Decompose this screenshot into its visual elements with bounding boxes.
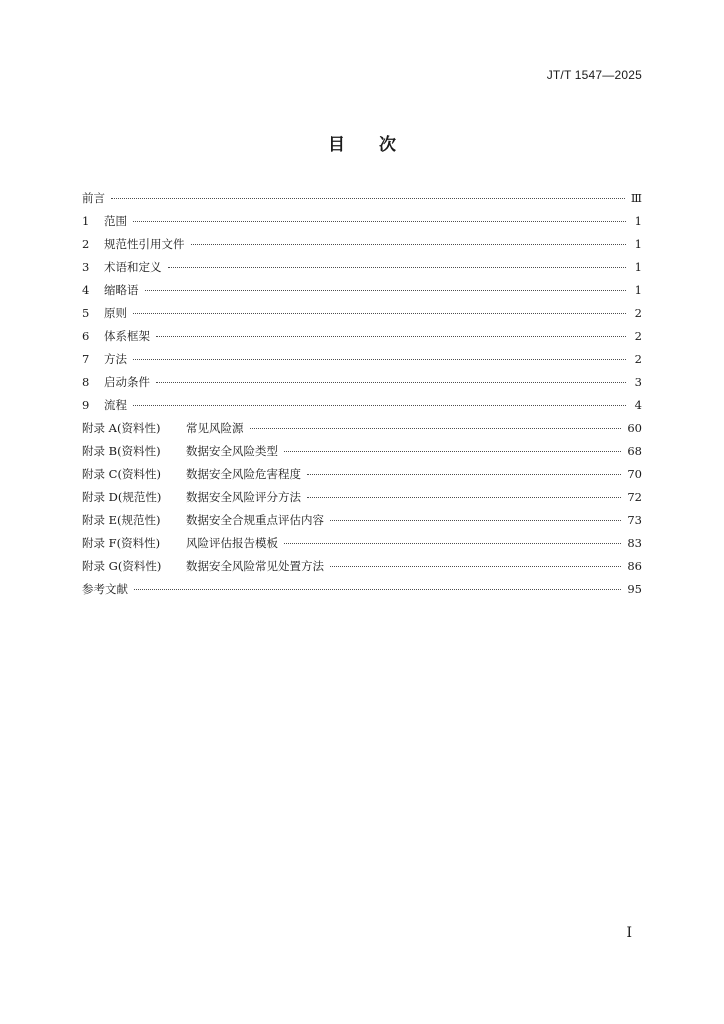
- toc-entry-annex-prefix: 附录 F(资料性): [82, 536, 161, 550]
- toc-entry-label: 前言: [82, 191, 105, 205]
- toc-entry-page: 86: [627, 559, 642, 573]
- dot-leader: [284, 543, 621, 544]
- toc-entry[interactable]: [82, 279, 642, 302]
- toc-entry-page: 1: [634, 237, 642, 251]
- toc-entry[interactable]: [82, 509, 642, 532]
- toc-entry-page: 73: [627, 513, 642, 527]
- dot-leader: [156, 382, 626, 383]
- toc-entry-label: 缩略语: [104, 283, 139, 297]
- toc-entry[interactable]: [82, 348, 642, 371]
- toc-entry[interactable]: [82, 532, 642, 555]
- toc-entry-label: 流程: [104, 398, 127, 412]
- dot-leader: [133, 221, 626, 222]
- toc-entry[interactable]: [82, 486, 642, 509]
- toc-entry[interactable]: [82, 440, 642, 463]
- dot-leader: [133, 313, 626, 314]
- toc-entry-label: 术语和定义: [104, 260, 162, 274]
- toc-entry-page: 83: [627, 536, 642, 550]
- toc-entry-number: 1: [82, 214, 90, 228]
- dot-leader: [284, 451, 621, 452]
- dot-leader: [168, 267, 627, 268]
- toc-entry[interactable]: [82, 325, 642, 348]
- toc-entry[interactable]: [82, 578, 642, 601]
- toc-entry-annex-prefix: 附录 C(资料性): [82, 467, 161, 481]
- toc-entry-number: 4: [82, 283, 90, 297]
- toc-entry-label: 体系框架: [104, 329, 150, 343]
- toc-entry-label: 参考文献: [82, 582, 128, 596]
- toc-entry-label: 数据安全风险常见处置方法: [186, 559, 324, 573]
- toc-entry-page: 60: [627, 421, 642, 435]
- toc-entry-page: 4: [634, 398, 642, 412]
- dot-leader: [330, 520, 621, 521]
- standard-code: JT/T 1547—2025: [546, 68, 642, 82]
- toc-entry[interactable]: [82, 256, 642, 279]
- toc-entry-label: 常见风险源: [186, 421, 244, 435]
- toc-entry-page: 1: [634, 214, 642, 228]
- dot-leader: [250, 428, 622, 429]
- page-title: 目次: [328, 135, 430, 155]
- dot-leader: [307, 497, 621, 498]
- toc-entry-annex-prefix: 附录 G(资料性): [82, 559, 162, 573]
- toc-entry-annex-prefix: 附录 B(资料性): [82, 444, 161, 458]
- toc-entry-page: 2: [634, 352, 642, 366]
- dot-leader: [191, 244, 627, 245]
- toc-entry-number: 3: [82, 260, 90, 274]
- toc-entry-page: 68: [627, 444, 642, 458]
- toc-entry[interactable]: [82, 233, 642, 256]
- toc-entry-number: 2: [82, 237, 90, 251]
- toc-entry-page: 2: [634, 306, 642, 320]
- page-number: Ⅰ: [626, 925, 632, 941]
- toc-entry-label: 数据安全合规重点评估内容: [186, 513, 324, 527]
- dot-leader: [111, 198, 625, 199]
- toc-entry[interactable]: [82, 555, 642, 578]
- toc-entry-page: 70: [627, 467, 642, 481]
- toc-entry-annex-prefix: 附录 A(资料性): [82, 421, 161, 435]
- dot-leader: [330, 566, 621, 567]
- toc-entry-annex-prefix: 附录 D(规范性): [82, 490, 162, 504]
- toc-entry-label: 规范性引用文件: [104, 237, 185, 251]
- toc-entry[interactable]: [82, 463, 642, 486]
- toc-entry-page: 95: [627, 582, 642, 596]
- toc-entry-number: 8: [82, 375, 90, 389]
- toc-entry-label: 启动条件: [104, 375, 150, 389]
- toc-entry-page: 1: [634, 283, 642, 297]
- toc-entry-label: 数据安全风险类型: [186, 444, 278, 458]
- toc-entry-page: Ⅲ: [630, 191, 642, 205]
- toc-entry-page: 2: [634, 329, 642, 343]
- toc-entry[interactable]: [82, 417, 642, 440]
- toc-entry-label: 范围: [104, 214, 127, 228]
- dot-leader: [134, 589, 621, 590]
- toc-entry-number: 7: [82, 352, 90, 366]
- toc-entry-number: 9: [82, 398, 90, 412]
- toc-entry[interactable]: [82, 371, 642, 394]
- table-of-contents: [82, 187, 642, 601]
- toc-entry-label: 数据安全风险危害程度: [186, 467, 301, 481]
- toc-entry-page: 72: [627, 490, 642, 504]
- toc-entry-label: 风险评估报告模板: [186, 536, 278, 550]
- toc-entry-label: 原则: [104, 306, 127, 320]
- toc-entry-number: 6: [82, 329, 90, 343]
- toc-entry-page: 1: [634, 260, 642, 274]
- toc-entry-annex-prefix: 附录 E(规范性): [82, 513, 161, 527]
- dot-leader: [307, 474, 621, 475]
- toc-entry-page: 3: [634, 375, 642, 389]
- toc-entry-label: 数据安全风险评分方法: [186, 490, 301, 504]
- dot-leader: [156, 336, 626, 337]
- toc-entry[interactable]: [82, 302, 642, 325]
- dot-leader: [133, 359, 626, 360]
- toc-entry[interactable]: [82, 187, 642, 210]
- dot-leader: [133, 405, 626, 406]
- toc-entry[interactable]: [82, 210, 642, 233]
- toc-entry[interactable]: [82, 394, 642, 417]
- toc-entry-label: 方法: [104, 352, 127, 366]
- toc-entry-number: 5: [82, 306, 90, 320]
- dot-leader: [145, 290, 627, 291]
